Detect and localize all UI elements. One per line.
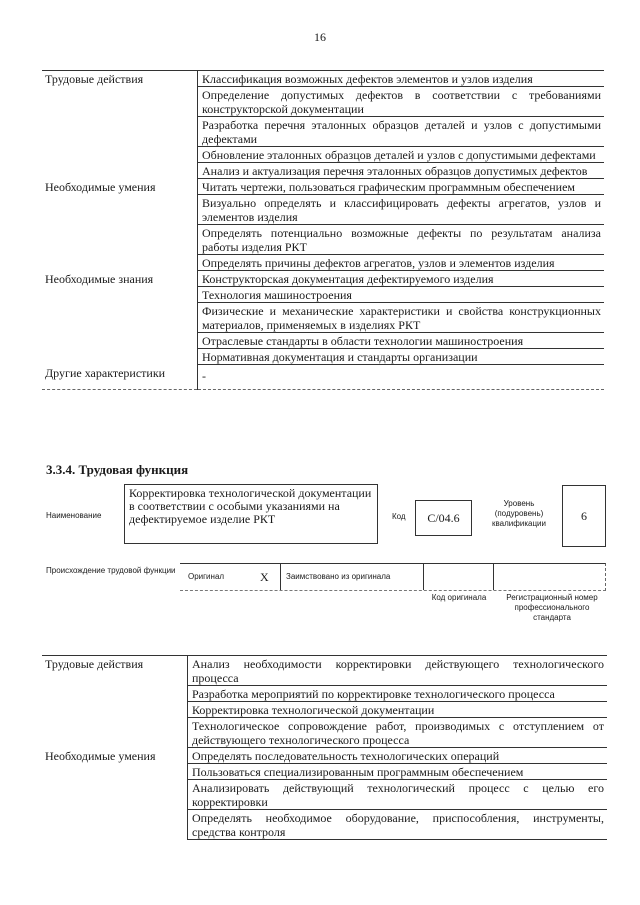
function-code-box: С/04.6	[415, 500, 472, 536]
list-item: Обновление эталонных образцов деталей и узлов с допустимыми дефектами	[198, 147, 605, 163]
divider	[423, 564, 424, 590]
requirements-table-top	[42, 70, 604, 390]
row-label-labor-actions: Трудовые действия	[42, 71, 198, 179]
code-original-label: Код оригинала	[431, 593, 487, 602]
name-label: Наименование	[46, 511, 102, 520]
list-item: Физические и механические характеристики и свойства конструкционных материалов, применяемых в изделиях РКТ	[198, 303, 605, 333]
table-row	[42, 71, 604, 87]
list-item: Определять потенциально возможные дефекты по результатам анализа работы изделия РКТ	[198, 225, 605, 255]
list-item: Разработка перечня эталонных образцов деталей и узлов с допустимыми дефектами	[198, 117, 605, 147]
row-label-required-knowledge: Необходимые знания	[42, 271, 198, 365]
qualification-level-box: 6	[562, 485, 606, 547]
list-item: Анализировать действующий технологический процесс с целью его корректировки	[188, 780, 608, 810]
list-item: Конструкторская документация дефектируемого изделия	[198, 271, 605, 287]
list-item: Пользоваться специализированным программным обеспечением	[188, 764, 608, 780]
code-label: Код	[392, 512, 406, 521]
origin-row	[180, 563, 606, 591]
list-item: Технология машиностроения	[198, 287, 605, 303]
table-row	[42, 179, 604, 195]
list-item: Анализ и актуализация перечня эталонных образцов допустимых дефектов	[198, 163, 605, 179]
divider	[493, 564, 494, 590]
list-item: Визуально определять и классифицировать дефекты агрегатов, узлов и элементов изделия	[198, 195, 605, 225]
list-item: Технологическое сопровождение работ, производимых с отступлением от действующего технологического процесса	[188, 718, 608, 748]
list-item: Отраслевые стандарты в области технологии машиностроения	[198, 333, 605, 349]
list-item: Определять последовательность технологических операций	[188, 748, 608, 764]
list-item: -	[198, 365, 605, 390]
table-row	[42, 656, 607, 686]
page-number: 16	[314, 30, 326, 44]
divider	[280, 564, 281, 590]
list-item: Определение допустимых дефектов в соответствии с требованиями конструкторской документации	[198, 87, 605, 117]
list-item: Нормативная документация и стандарты организации	[198, 349, 605, 365]
row-label-labor-actions: Трудовые действия	[42, 656, 188, 748]
list-item: Определять причины дефектов агрегатов, узлов и элементов изделия	[198, 255, 605, 271]
original-mark: X	[260, 570, 269, 584]
origin-label: Происхождение трудовой функции	[46, 566, 176, 575]
section-heading: 3.3.4. Трудовая функция	[46, 462, 189, 477]
borrowed-label: Заимствовано из оригинала	[286, 572, 391, 581]
table-row	[42, 748, 607, 764]
original-label: Оригинал	[188, 572, 225, 581]
list-item: Корректировка технологической документации	[188, 702, 608, 718]
requirements-table-bottom	[42, 655, 607, 840]
row-label-required-skills: Необходимые умения	[42, 179, 198, 271]
level-label: Уровень (подуровень) квалификации	[492, 499, 546, 528]
list-item: Читать чертежи, пользоваться графическим программным обеспечением	[198, 179, 605, 195]
list-item: Определять необходимое оборудование, приспособления, инструменты, средства контроля	[188, 810, 608, 840]
table-row	[42, 271, 604, 287]
list-item: Разработка мероприятий по корректировке технологического процесса	[188, 686, 608, 702]
reg-number-label: Регистрационный номер профессионального стандарта	[506, 593, 598, 622]
row-label-other-characteristics: Другие характеристики	[42, 365, 198, 390]
list-item: Классификация возможных дефектов элементов и узлов изделия	[198, 71, 605, 87]
list-item: Анализ необходимости корректировки действующего технологического процесса	[188, 656, 608, 686]
row-label-required-skills: Необходимые умения	[42, 748, 188, 840]
table-row	[42, 365, 604, 390]
function-name-box: Корректировка технологической документации в соответствии с особыми указаниями на дефектируемое изделие РКТ	[124, 484, 378, 544]
